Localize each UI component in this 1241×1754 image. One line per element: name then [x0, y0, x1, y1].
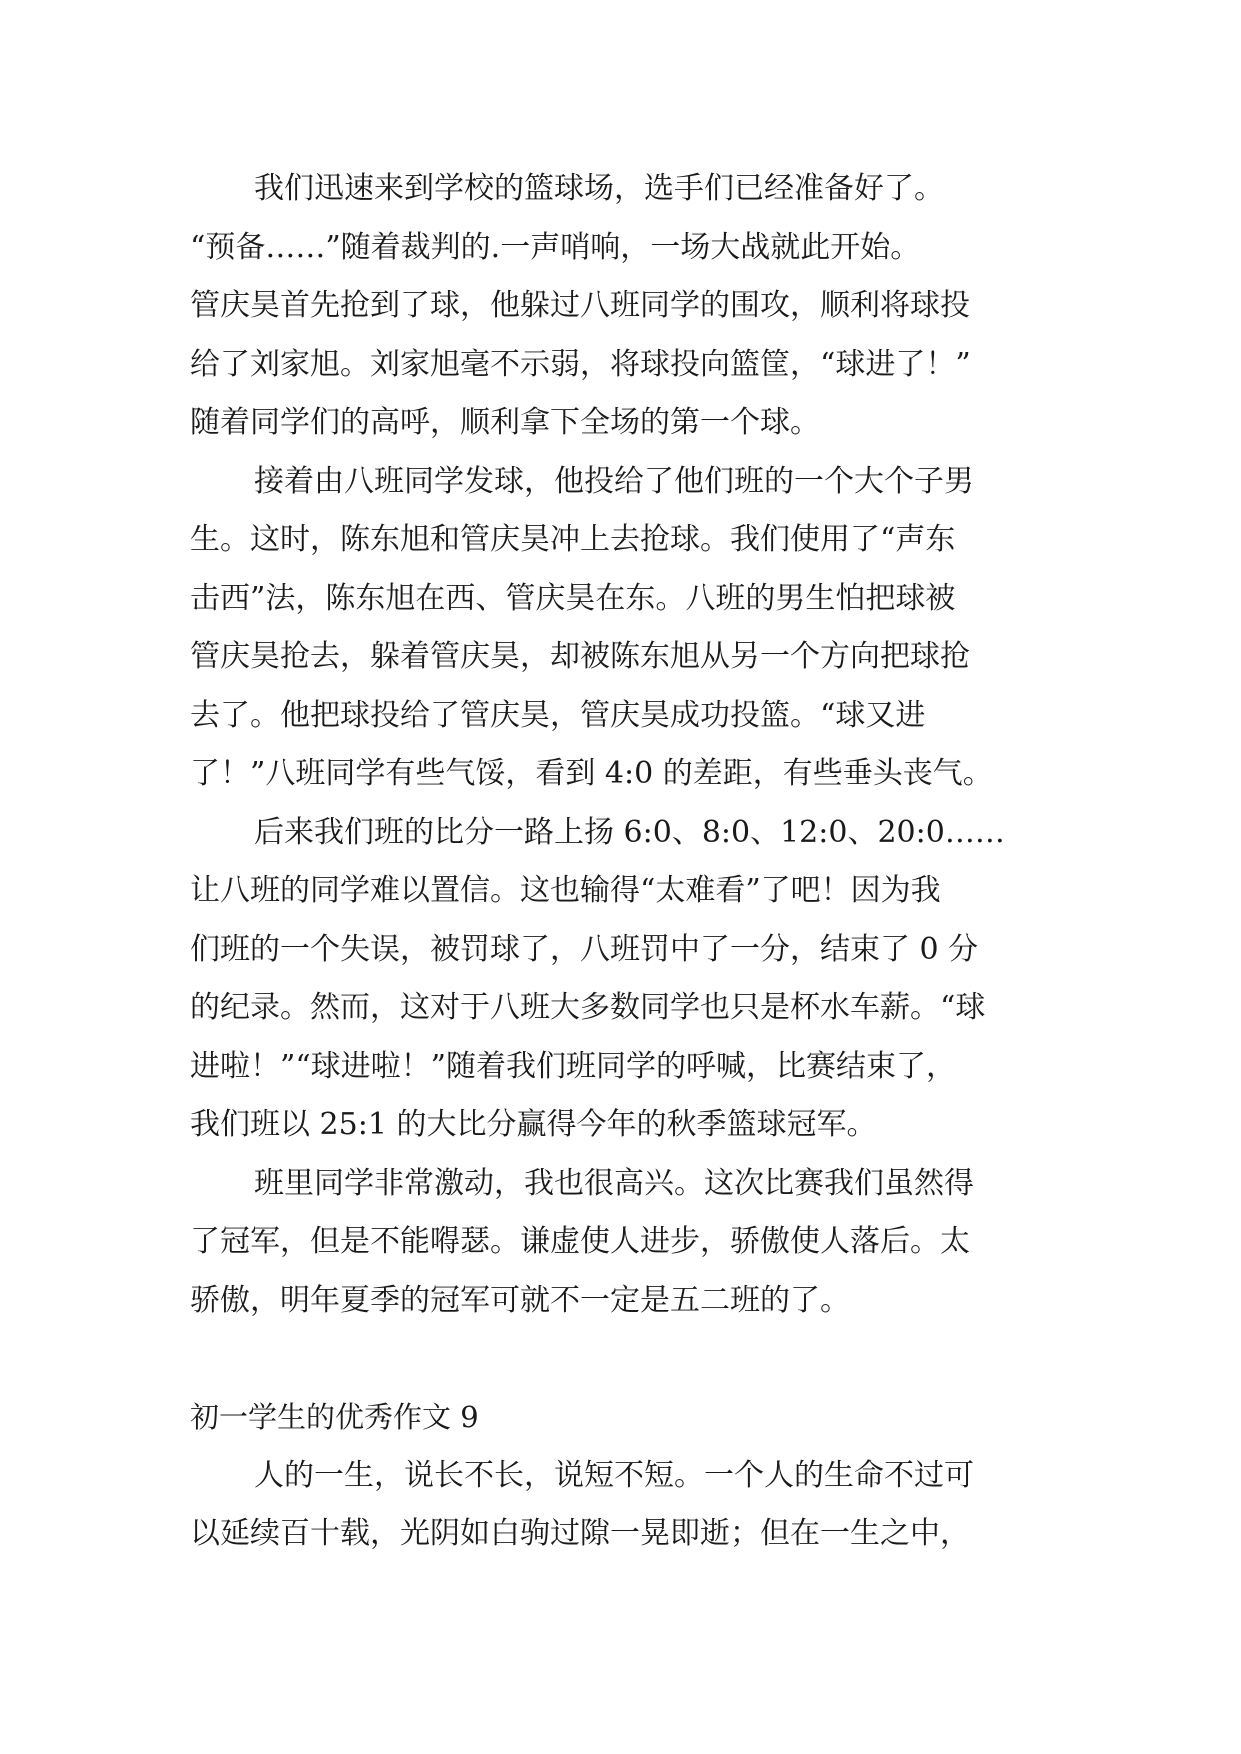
paragraph-line: “预备……”随着裁判的.一声哨响，一场大战就此开始。 — [190, 229, 921, 265]
paragraph-line: 了冠军，但是不能嘚瑟。谦虚使人进步，骄傲使人落后。太 — [190, 1224, 970, 1259]
paragraph-line: 们班的一个失误，被罚球了，八班罚中了一分，结束了 0 分 — [190, 931, 979, 967]
paragraph-line: 管庆昊抢去，躲着管庆昊，却被陈东旭从另一个方向把球抢 — [190, 639, 970, 674]
section-heading: 初一学生的优秀作文 9 — [190, 1400, 479, 1434]
paragraph-2 — [190, 453, 1060, 804]
paragraph-4 — [190, 1155, 1060, 1331]
paragraph-3 — [190, 804, 1060, 1155]
paragraph-line: 后来我们班的比分一路上扬 6:0、8:0、12:0、20:0…… — [254, 814, 1005, 850]
paragraph-line: 了！”八班同学有些气馁，看到 4:0 的差距，有些垂头丧气。 — [190, 756, 993, 791]
paragraph-line: 以延续百十载，光阴如白驹过隙一晃即逝；但在一生之中， — [190, 1516, 970, 1551]
paragraph-line: 我们迅速来到学校的篮球场，选手们已经准备好了。 — [254, 171, 944, 206]
paragraph-line: 击西”法，陈东旭在西、管庆昊在东。八班的男生怕把球被 — [190, 580, 956, 616]
paragraph-line: 让八班的同学难以置信。这也输得“太难看”了吧！因为我 — [190, 873, 941, 908]
paragraph-line: 给了刘家旭。刘家旭毫不示弱，将球投向篮筐，“球进了！” — [190, 346, 971, 382]
essay-body — [190, 160, 1060, 1564]
paragraph-line: 生。这时，陈东旭和管庆昊冲上去抢球。我们使用了“声东 — [190, 522, 956, 557]
paragraph-line: 的纪录。然而，这对于八班大多数同学也只是杯水车薪。“球 — [190, 990, 986, 1025]
paragraph-line: 管庆昊首先抢到了球，他躲过八班同学的围攻，顺利将球投 — [190, 288, 970, 323]
paragraph-line: 进啦！”“球进啦！”随着我们班同学的呼喊，比赛结束了， — [190, 1048, 957, 1084]
paragraph-line: 接着由八班同学发球，他投给了他们班的一个大个子男 — [254, 463, 974, 499]
paragraph-1 — [190, 160, 1060, 453]
section-spacer — [190, 1330, 1060, 1388]
paragraph-5 — [190, 1447, 1060, 1564]
paragraph-line: 去了。他把球投给了管庆昊，管庆昊成功投篮。“球又进 — [190, 697, 926, 733]
paragraph-line: 随着同学们的高呼，顺利拿下全场的第一个球。 — [190, 405, 820, 440]
paragraph-line: 我们班以 25:1 的大比分赢得今年的秋季篮球冠军。 — [190, 1107, 877, 1142]
paragraph-line: 班里同学非常激动，我也很高兴。这次比赛我们虽然得 — [254, 1165, 974, 1201]
paragraph-line: 人的一生，说长不长，说短不短。一个人的生命不过可 — [254, 1457, 974, 1493]
paragraph-line: 骄傲，明年夏季的冠军可就不一定是五二班的了。 — [190, 1282, 850, 1318]
